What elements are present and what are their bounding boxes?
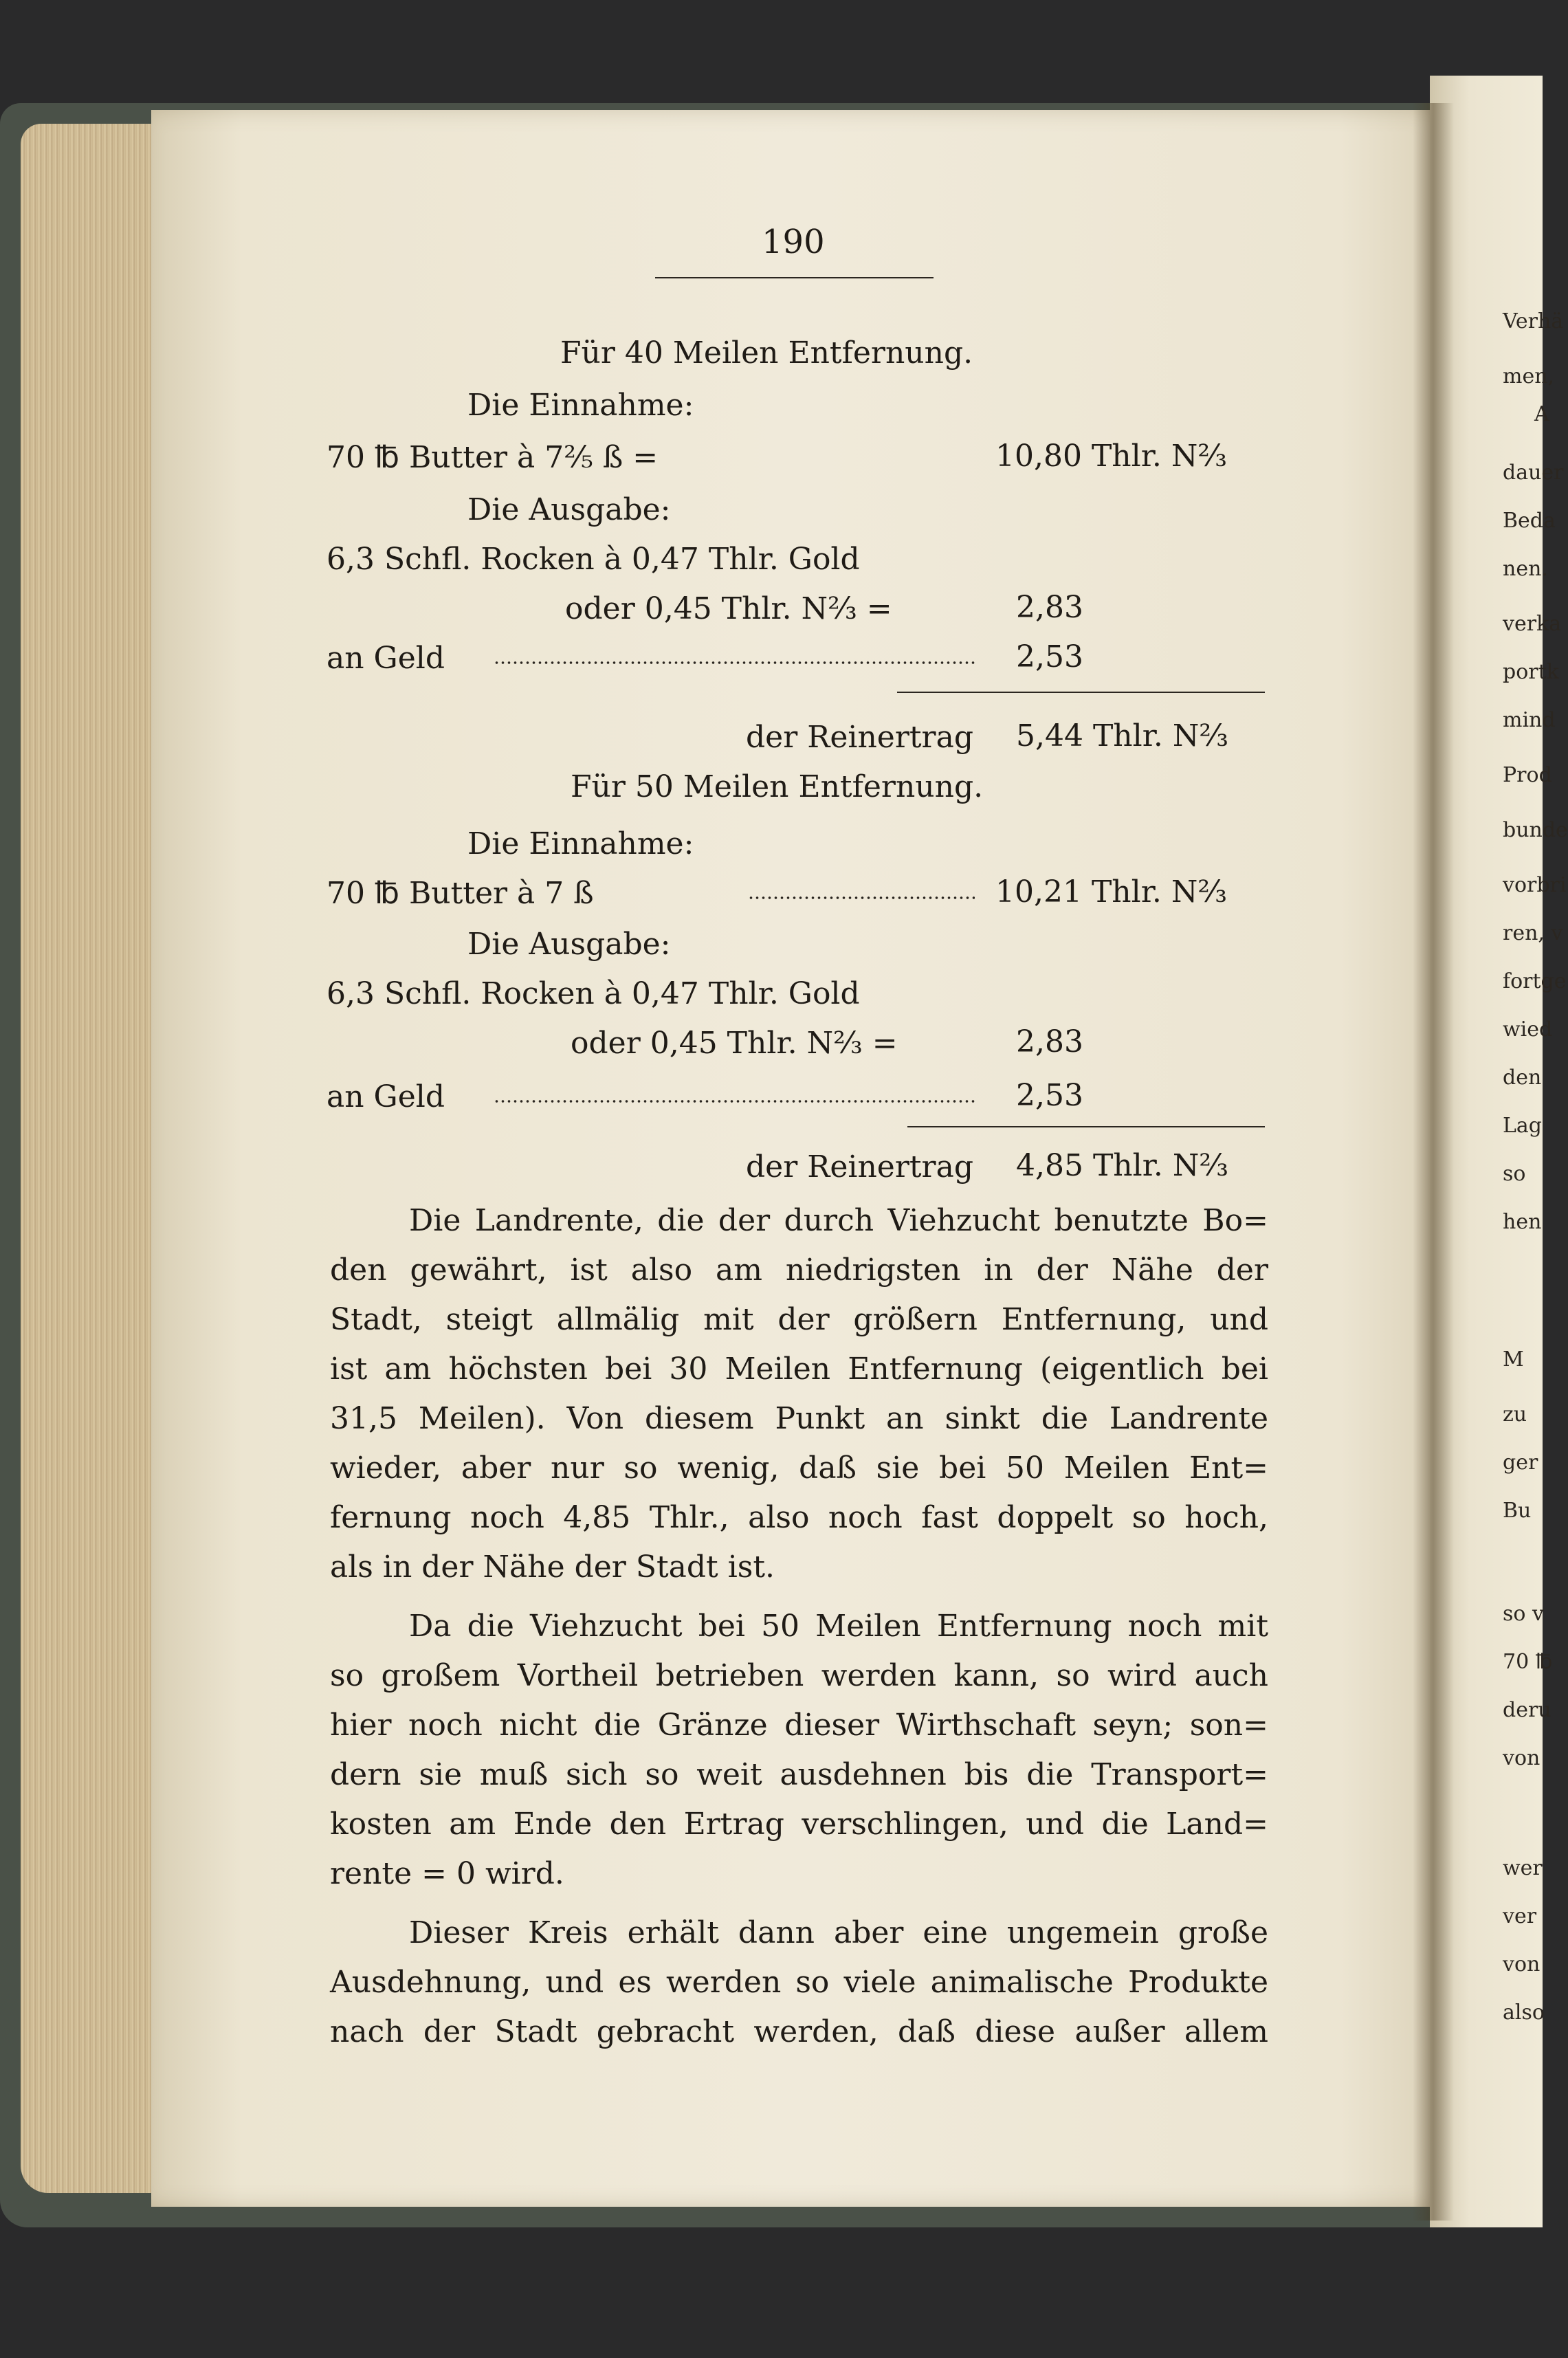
section2-money-label: an Geld — [327, 1079, 445, 1114]
section1-income-value: 10,80 Thlr. N²⁄₃ — [995, 439, 1228, 474]
adjacent-page-fragment: Prod — [1503, 763, 1552, 787]
adjacent-page-fragment: portk — [1503, 660, 1559, 684]
adjacent-page-fragment: von — [1503, 1746, 1541, 1770]
paragraph2-line: Da die Viehzucht bei 50 Meilen Entfernung noch mit — [409, 1609, 1268, 1644]
adjacent-page-fragment: dauer — [1503, 461, 1564, 485]
adjacent-page-fragment: M — [1503, 1347, 1524, 1371]
section2-income-line: 70 ℔ Butter à 7 ß — [327, 876, 594, 911]
section2-net-value: 4,85 Thlr. N²⁄₃ — [1016, 1148, 1229, 1183]
section2-rye-value: 2,83 — [1016, 1024, 1083, 1059]
paragraph2-line: hier noch nicht die Gränze dieser Wirthschaft seyn; son= — [330, 1708, 1268, 1743]
paragraph2-line: so großem Vortheil betrieben werden kann, so wird auch — [330, 1658, 1268, 1693]
adjacent-page-fragment: bunde — [1503, 818, 1568, 842]
section1-rye-line: 6,3 Schfl. Rocken à 0,47 Thlr. Gold — [327, 542, 860, 577]
adjacent-page-fragment: men, — [1503, 364, 1555, 388]
paragraph1-line: Die Landrente, die der durch Viehzucht benutzte Bo= — [409, 1203, 1268, 1238]
section2-expense-label: Die Ausgabe: — [467, 927, 671, 962]
paragraph3-line: nach der Stadt gebracht werden, daß diese außer allem — [330, 2014, 1268, 2049]
adjacent-page-fragment: von — [1503, 1952, 1541, 1976]
section2-income-label: Die Einnahme: — [467, 826, 694, 861]
paragraph3-line: Ausdehnung, und es werden so viele animalische Produkte — [330, 1965, 1268, 2000]
paragraph1-line: 31,5 Meilen). Von diesem Punkt an sinkt die Landrente — [330, 1401, 1268, 1436]
section1-rye-value: 2,83 — [1016, 590, 1083, 625]
section2-rye-or: oder 0,45 Thlr. N²⁄₃ = — [571, 1026, 898, 1061]
adjacent-page-fragment: vorbri — [1503, 873, 1567, 897]
adjacent-page-fragment: hen — [1503, 1210, 1542, 1234]
paragraph2-line: kosten am Ende den Ertrag verschlingen, und die Land= — [330, 1807, 1268, 1842]
adjacent-page-fragment: nen. — [1503, 557, 1548, 581]
section1-money-value: 2,53 — [1016, 639, 1083, 674]
adjacent-page-fragment: A — [1534, 402, 1549, 426]
adjacent-page-fragment: deru — [1503, 1698, 1552, 1722]
paragraph1-line: als in der Nähe der Stadt ist. — [330, 1550, 775, 1585]
section1-income-line: 70 ℔ Butter à 7²⁄₅ ß = — [327, 440, 659, 475]
adjacent-page-fragment: ver — [1503, 1904, 1537, 1928]
section2-rye-line: 6,3 Schfl. Rocken à 0,47 Thlr. Gold — [327, 976, 860, 1011]
section1-rye-or: oder 0,45 Thlr. N²⁄₃ = — [565, 591, 892, 626]
paragraph2-line: rente = 0 wird. — [330, 1856, 564, 1891]
section2-net-label: der Reinertrag — [746, 1149, 973, 1184]
section1-money-leader — [494, 661, 975, 664]
paragraph1-line: ist am höchsten bei 30 Meilen Entfernung (eigentlich bei — [330, 1352, 1268, 1387]
page-edges — [21, 124, 168, 2193]
adjacent-page-fragment: ren, v — [1503, 921, 1563, 945]
section1-income-label: Die Einnahme: — [467, 388, 694, 423]
adjacent-page-fragment: mind — [1503, 708, 1556, 732]
paragraph1-line: Stadt, steigt allmälig mit der größern Entfernung, und — [330, 1302, 1268, 1337]
paragraph1-line: den gewährt, ist also am niedrigsten in der Nähe der — [330, 1253, 1268, 1288]
adjacent-page-fragment: ger — [1503, 1451, 1538, 1475]
adjacent-page-fragment: so — [1503, 1162, 1526, 1186]
paragraph3-line: Dieser Kreis erhält dann aber eine ungemein große — [409, 1915, 1268, 1950]
section2-money-value: 2,53 — [1016, 1078, 1083, 1113]
section2-money-leader — [494, 1100, 975, 1103]
adjacent-page-fragment: so v — [1503, 1602, 1544, 1626]
section1-expense-label: Die Ausgabe: — [467, 492, 671, 527]
adjacent-page-fragment: also — [1503, 2001, 1545, 2025]
adjacent-page-fragment: den — [1503, 1066, 1542, 1090]
adjacent-page-fragment: verka — [1503, 612, 1562, 636]
book-gutter — [1413, 103, 1454, 2221]
adjacent-page-fragment: Beda — [1503, 509, 1556, 533]
section2-sum-rule — [907, 1126, 1265, 1127]
adjacent-page-fragment: 70 ℔ — [1503, 1650, 1553, 1674]
section1-net-value: 5,44 Thlr. N²⁄₃ — [1016, 718, 1229, 753]
section2-income-value: 10,21 Thlr. N²⁄₃ — [995, 874, 1228, 910]
section1-net-label: der Reinertrag — [746, 720, 973, 755]
section2-income-leader — [748, 896, 975, 899]
adjacent-page-fragment: wied — [1503, 1017, 1553, 1042]
section2-heading: Für 50 Meilen Entfernung. — [571, 769, 984, 804]
paragraph1-line: wieder, aber nur so wenig, daß sie bei 50 Meilen Ent= — [330, 1451, 1268, 1486]
adjacent-page-fragment: Verhä — [1503, 309, 1564, 333]
paragraph2-line: dern sie muß sich so weit ausdehnen bis die Transport= — [330, 1757, 1268, 1792]
page-number: 190 — [762, 223, 825, 261]
adjacent-page-fragment: zu — [1503, 1402, 1527, 1426]
section1-heading: Für 40 Meilen Entfernung. — [560, 335, 973, 371]
header-rule — [655, 277, 934, 278]
adjacent-page-fragment: Bu — [1503, 1499, 1532, 1523]
adjacent-page-fragment: wer — [1503, 1856, 1543, 1880]
section1-money-label: an Geld — [327, 641, 445, 676]
adjacent-page-fragment: fortge — [1503, 969, 1567, 993]
adjacent-page-fragment: Lag — [1503, 1114, 1543, 1138]
section1-sum-rule — [897, 692, 1265, 693]
paragraph1-line: fernung noch 4,85 Thlr., also noch fast doppelt so hoch, — [330, 1500, 1268, 1535]
